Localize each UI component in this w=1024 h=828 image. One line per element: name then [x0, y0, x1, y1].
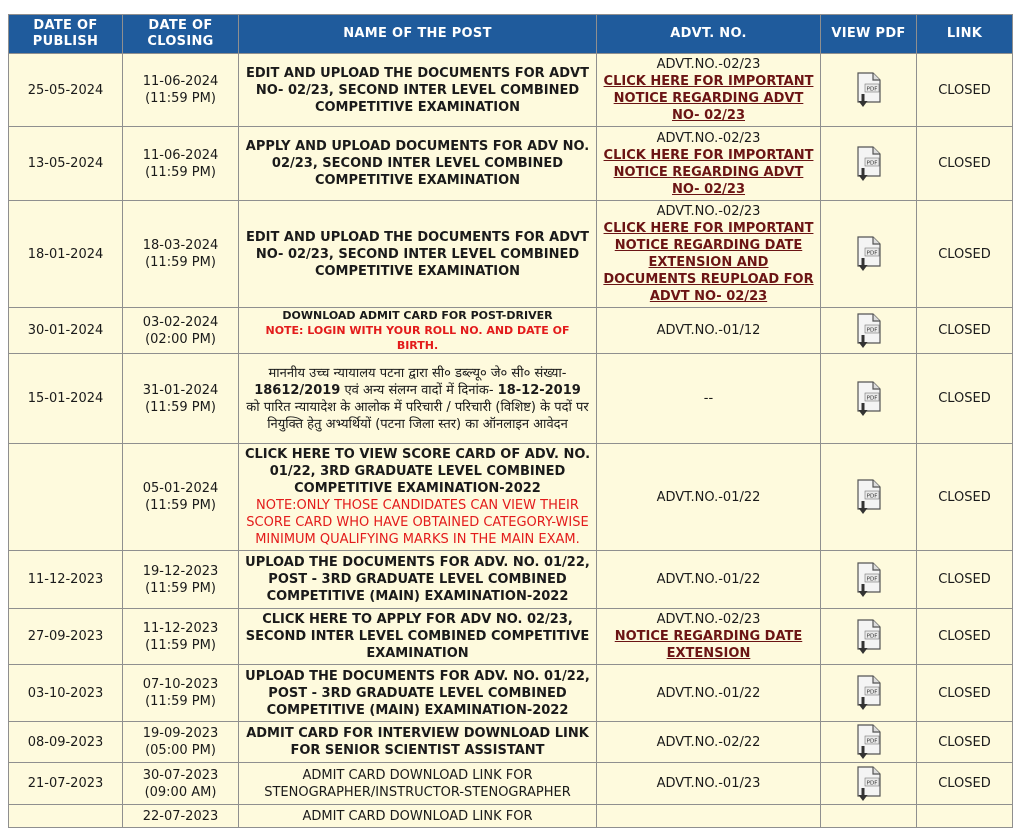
- closing-date: [123, 609, 239, 665]
- closing-date-value: 31-01-2024: [142, 382, 219, 398]
- pdf-download-icon[interactable]: [854, 235, 884, 273]
- closing-date: [123, 722, 239, 763]
- closing-date-value: 30-07-2023: [142, 767, 219, 783]
- advt-cell: [597, 609, 821, 665]
- link-status: CLOSED: [917, 551, 1013, 609]
- closing-time: (09:00 AM): [144, 784, 217, 800]
- publish-date: 30-01-2024: [9, 308, 123, 354]
- pdf-download-icon[interactable]: [854, 312, 884, 350]
- publish-date: 18-01-2024: [9, 201, 123, 308]
- table-row: [9, 805, 1013, 828]
- link-status: CLOSED: [917, 201, 1013, 308]
- publish-date: [9, 805, 123, 828]
- table-row: [9, 609, 1013, 665]
- advt-cell: [597, 201, 821, 308]
- closing-date: [123, 763, 239, 805]
- header-view-pdf: VIEW PDF: [821, 15, 917, 54]
- closing-date-value: 11-06-2024: [142, 74, 219, 89]
- post-name: ADMIT CARD DOWNLOAD LINK FOR STENOGRAPHER/INSTRUCTOR-STENOGRAPHER: [239, 763, 597, 805]
- advt-number: --: [597, 354, 821, 444]
- post-name[interactable]: CLICK HERE TO VIEW SCORE CARD OF ADV. NO. 01/22, 3RD GRADUATE LEVEL COMBINED COMPETITIVE EXAMINATION-2022: [244, 447, 591, 496]
- view-pdf-button[interactable]: [821, 551, 917, 609]
- post-name: ADMIT CARD FOR INTERVIEW DOWNLOAD LINK FOR SENIOR SCIENTIST ASSISTANT: [239, 722, 597, 763]
- view-pdf-button[interactable]: [821, 444, 917, 551]
- closing-time: (11:59 PM): [145, 694, 216, 709]
- advt-number: ADVT.NO.-02/22: [597, 722, 821, 763]
- header-advt-no: ADVT. NO.: [597, 15, 821, 54]
- closing-time: (11:59 PM): [145, 498, 216, 513]
- link-status: CLOSED: [917, 354, 1013, 444]
- view-pdf-button[interactable]: [821, 665, 917, 722]
- closing-date-value: 03-02-2024: [142, 314, 219, 330]
- closing-time: (11:59 PM): [145, 255, 216, 270]
- post-name: CLICK HERE TO APPLY FOR ADV NO. 02/23, SECOND INTER LEVEL COMBINED COMPETITIVE EXAMINATION: [239, 609, 597, 665]
- closing-date-value: 05-01-2024: [142, 481, 219, 496]
- view-pdf-button[interactable]: [821, 805, 917, 828]
- posts-table: [8, 14, 1013, 828]
- post-name[interactable]: DOWNLOAD ADMIT CARD FOR POST-DRIVER: [282, 309, 553, 322]
- pdf-download-icon[interactable]: [854, 674, 884, 712]
- pdf-download-icon[interactable]: [854, 380, 884, 418]
- closing-date-value: 11-12-2023: [142, 620, 219, 636]
- pdf-download-icon[interactable]: [854, 618, 884, 656]
- advt-number: ADVT.NO.-01/22: [597, 665, 821, 722]
- view-pdf-button[interactable]: [821, 609, 917, 665]
- pdf-download-icon[interactable]: [854, 145, 884, 183]
- closing-date: [123, 354, 239, 444]
- view-pdf-button[interactable]: [821, 763, 917, 805]
- header-date-of-closing: DATE OF CLOSING: [123, 15, 239, 54]
- publish-date: 08-09-2023: [9, 722, 123, 763]
- closing-date: [123, 308, 239, 354]
- hindi-line-1: माननीय उच्च न्यायालय पटना द्वारा सी० डब्ल्यू० जे० सी० संख्या-: [268, 365, 567, 381]
- post-name-cell: [239, 308, 597, 354]
- closing-time: (11:59 PM): [145, 91, 216, 106]
- table-row: [9, 308, 1013, 354]
- link-status: CLOSED: [917, 763, 1013, 805]
- view-pdf-button[interactable]: [821, 201, 917, 308]
- post-note: NOTE:ONLY THOSE CANDIDATES CAN VIEW THEIR SCORE CARD WHO HAVE OBTAINED CATEGORY-WISE MINIMUM QUALIFYING MARKS IN THE MAIN EXAM.: [246, 498, 589, 547]
- post-name: APPLY AND UPLOAD DOCUMENTS FOR ADV NO. 02/23, SECOND INTER LEVEL COMBINED COMPETITIVE EXAMINATION: [239, 127, 597, 201]
- hindi-mid: एवं अन्य संलग्न वादों में दिनांक-: [340, 382, 498, 398]
- table-row: [9, 201, 1013, 308]
- publish-date: 11-12-2023: [9, 551, 123, 609]
- view-pdf-button[interactable]: [821, 308, 917, 354]
- post-name: EDIT AND UPLOAD THE DOCUMENTS FOR ADVT NO- 02/23, SECOND INTER LEVEL COMBINED COMPETITIVE EXAMINATION: [239, 201, 597, 308]
- post-note: NOTE: LOGIN WITH YOUR ROLL NO. AND DATE OF BIRTH.: [265, 324, 570, 352]
- table-row: [9, 444, 1013, 551]
- link-status: CLOSED: [917, 609, 1013, 665]
- post-name: EDIT AND UPLOAD THE DOCUMENTS FOR ADVT NO- 02/23, SECOND INTER LEVEL COMBINED COMPETITIVE EXAMINATION: [239, 54, 597, 127]
- advt-number: ADVT.NO.-01/22: [597, 551, 821, 609]
- table-row: [9, 354, 1013, 444]
- closing-date-value: 11-06-2024: [142, 147, 219, 163]
- publish-date: [9, 444, 123, 551]
- header-date-of-publish: DATE OF PUBLISH: [9, 15, 123, 54]
- closing-date: [123, 551, 239, 609]
- advt-number: ADVT.NO.-01/23: [597, 763, 821, 805]
- pdf-download-icon[interactable]: [854, 71, 884, 109]
- view-pdf-button[interactable]: [821, 54, 917, 127]
- hindi-case-number: 18612/2019: [254, 382, 341, 398]
- closing-time: (11:59 PM): [145, 399, 216, 415]
- closing-time: (11:59 PM): [145, 637, 216, 653]
- advt-cell: [597, 127, 821, 201]
- view-pdf-button[interactable]: [821, 722, 917, 763]
- closing-date-value: 18-03-2024: [142, 238, 219, 253]
- closing-date: [123, 805, 239, 828]
- closing-time: (05:00 PM): [145, 743, 216, 758]
- post-name: ADMIT CARD DOWNLOAD LINK FOR: [239, 805, 597, 828]
- table-row: [9, 763, 1013, 805]
- view-pdf-button[interactable]: [821, 127, 917, 201]
- advt-number: [597, 805, 821, 828]
- header-name-of-post: NAME OF THE POST: [239, 15, 597, 54]
- post-name: UPLOAD THE DOCUMENTS FOR ADV. NO. 01/22, POST - 3RD GRADUATE LEVEL COMBINED COMPETITIVE (MAIN) EXAMINATION-2022: [239, 551, 597, 609]
- important-notice-link[interactable]: CLICK HERE FOR IMPORTANT NOTICE REGARDING ADVT NO- 02/23: [603, 74, 814, 123]
- closing-time: (11:59 PM): [145, 164, 216, 180]
- pdf-download-icon[interactable]: [854, 478, 884, 516]
- closing-date: [123, 665, 239, 722]
- publish-date: 27-09-2023: [9, 609, 123, 665]
- table-row: [9, 665, 1013, 722]
- closing-date: [123, 201, 239, 308]
- link-status: CLOSED: [917, 127, 1013, 201]
- table-row: [9, 722, 1013, 763]
- publish-date: 13-05-2024: [9, 127, 123, 201]
- publish-date: 21-07-2023: [9, 763, 123, 805]
- link-status: CLOSED: [917, 665, 1013, 722]
- publish-date: 15-01-2024: [9, 354, 123, 444]
- table-row: [9, 54, 1013, 127]
- closing-time: (11:59 PM): [145, 580, 216, 596]
- advt-cell: [597, 54, 821, 127]
- closing-date: [123, 444, 239, 551]
- closing-date-value: 19-12-2023: [142, 563, 219, 579]
- table-row: [9, 127, 1013, 201]
- important-notice-link[interactable]: CLICK HERE FOR IMPORTANT NOTICE REGARDING ADVT NO- 02/23: [603, 147, 814, 197]
- header-link: LINK: [917, 15, 1013, 54]
- important-notice-link[interactable]: CLICK HERE FOR IMPORTANT NOTICE REGARDING DATE EXTENSION AND DOCUMENTS REUPLOAD FOR ADVT NO- 02/23: [603, 221, 814, 304]
- link-status: CLOSED: [917, 54, 1013, 127]
- link-status: CLOSED: [917, 444, 1013, 551]
- hindi-date: 18-12-2019: [497, 382, 581, 398]
- table-row: [9, 551, 1013, 609]
- post-name: UPLOAD THE DOCUMENTS FOR ADV. NO. 01/22, POST - 3RD GRADUATE LEVEL COMBINED COMPETITIVE (MAIN) EXAMINATION-2022: [239, 665, 597, 722]
- advt-number: ADVT.NO.-02/23: [656, 612, 761, 627]
- link-status: [917, 805, 1013, 828]
- date-extension-notice-link[interactable]: NOTICE REGARDING DATE EXTENSION: [614, 629, 803, 661]
- closing-date-value: 19-09-2023: [142, 726, 219, 741]
- advt-number: ADVT.NO.-02/23: [656, 204, 761, 219]
- advt-number: ADVT.NO.-01/12: [597, 308, 821, 354]
- table-header-row: [9, 15, 1013, 54]
- advt-number: ADVT.NO.-02/23: [656, 130, 761, 146]
- view-pdf-button[interactable]: [821, 354, 917, 444]
- pdf-download-icon[interactable]: [854, 561, 884, 599]
- link-status: CLOSED: [917, 308, 1013, 354]
- closing-date: [123, 54, 239, 127]
- hindi-line-3: को पारित न्यायादेश के आलोक में परिचारी / परिचारी (विशिष्ट) के पदों पर नियुक्ति हेतु अभ्यर्थियों (पटना जिला स्तर) का ऑनलाइन आवेदन: [246, 399, 589, 432]
- advt-number: ADVT.NO.-02/23: [656, 57, 761, 72]
- closing-date-value: 07-10-2023: [142, 677, 219, 692]
- advt-number: ADVT.NO.-01/22: [597, 444, 821, 551]
- post-name-hindi: [239, 354, 597, 444]
- pdf-download-icon[interactable]: [854, 765, 884, 803]
- closing-date: [123, 127, 239, 201]
- publish-date: 25-05-2024: [9, 54, 123, 127]
- link-status: CLOSED: [917, 722, 1013, 763]
- closing-time: (02:00 PM): [145, 331, 216, 347]
- closing-date-value: 22-07-2023: [142, 808, 219, 824]
- pdf-download-icon[interactable]: [854, 723, 884, 761]
- publish-date: 03-10-2023: [9, 665, 123, 722]
- post-name-cell: [239, 444, 597, 551]
